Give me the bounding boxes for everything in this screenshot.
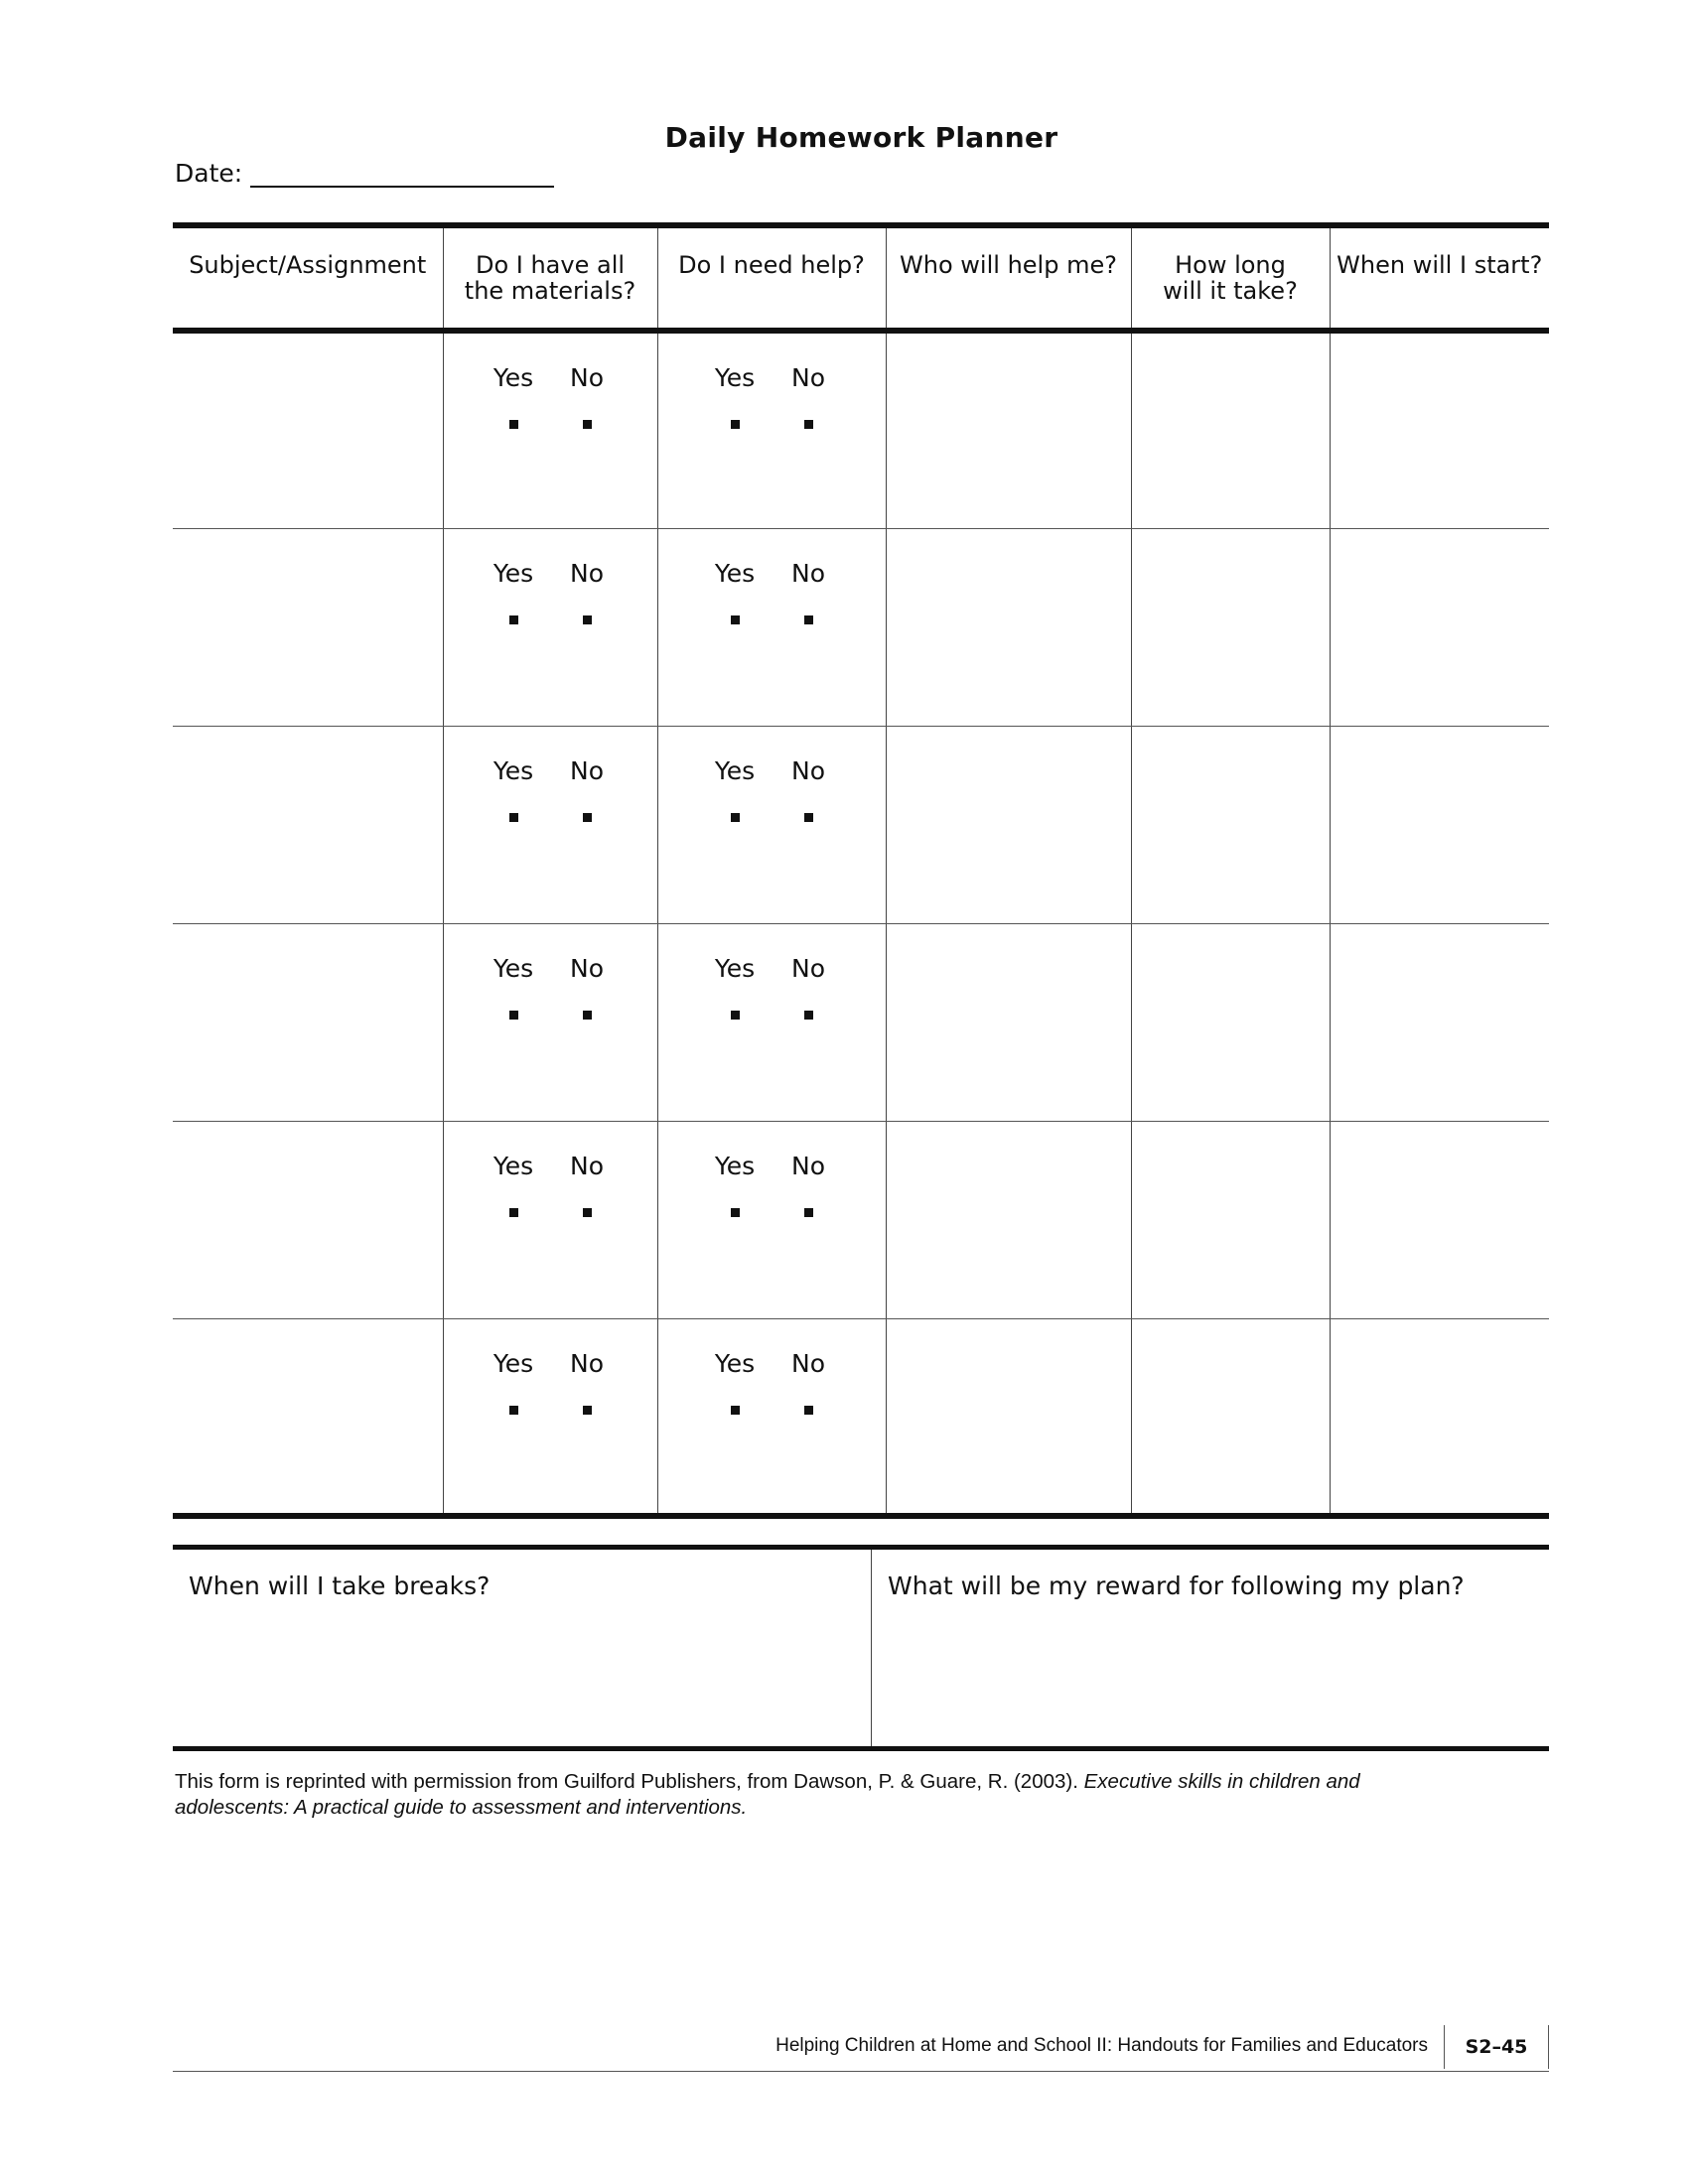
materials-cell xyxy=(443,923,657,1121)
table-row xyxy=(173,923,1549,1121)
date-label: Date: xyxy=(175,159,243,188)
no-label: No xyxy=(570,953,604,983)
yes-label: Yes xyxy=(714,1151,756,1180)
yes-no-group xyxy=(658,1319,886,1415)
page-footer xyxy=(173,2025,1549,2072)
yes-checkbox[interactable] xyxy=(731,1208,740,1217)
col-who-helps: Who will help me? xyxy=(886,225,1131,331)
no-checkbox[interactable] xyxy=(804,1011,813,1020)
no-option xyxy=(567,756,607,822)
yes-option xyxy=(715,559,755,624)
subject-cell[interactable] xyxy=(173,726,443,923)
col-need-help: Do I need help? xyxy=(657,225,886,331)
yes-label: Yes xyxy=(714,953,756,983)
no-checkbox[interactable] xyxy=(804,813,813,822)
no-label: No xyxy=(791,1151,825,1180)
yes-option xyxy=(493,363,533,429)
yes-checkbox[interactable] xyxy=(509,813,518,822)
no-label: No xyxy=(791,1348,825,1378)
no-checkbox[interactable] xyxy=(583,1406,592,1415)
planner-table xyxy=(173,222,1549,1519)
how-long-cell[interactable] xyxy=(1131,331,1330,528)
no-checkbox[interactable] xyxy=(583,1011,592,1020)
no-checkbox[interactable] xyxy=(583,615,592,624)
materials-cell xyxy=(443,1121,657,1318)
need-help-cell xyxy=(657,923,886,1121)
citation-text: This form is reprinted with permission from Guilford Publishers, from Dawson, P. & Guare, R. (2003). xyxy=(175,1770,1084,1793)
when-start-cell[interactable] xyxy=(1330,726,1549,923)
yes-label: Yes xyxy=(492,363,534,392)
page-title: Daily Homework Planner xyxy=(664,121,1058,154)
yes-checkbox[interactable] xyxy=(731,1406,740,1415)
no-label: No xyxy=(570,558,604,588)
date-field[interactable] xyxy=(250,160,554,188)
yes-checkbox[interactable] xyxy=(509,1208,518,1217)
yes-option xyxy=(715,363,755,429)
no-label: No xyxy=(570,755,604,785)
no-checkbox[interactable] xyxy=(804,420,813,429)
subject-cell[interactable] xyxy=(173,923,443,1121)
no-label: No xyxy=(570,1348,604,1378)
planner-rows xyxy=(173,331,1549,1516)
yes-option xyxy=(715,1152,755,1217)
how-long-cell[interactable] xyxy=(1131,1318,1330,1516)
yes-option xyxy=(493,954,533,1020)
need-help-cell xyxy=(657,528,886,726)
yes-no-group xyxy=(658,924,886,1020)
yes-no-group xyxy=(658,529,886,624)
table-row xyxy=(173,726,1549,923)
who-helps-cell[interactable] xyxy=(886,528,1131,726)
col-subject-assignment: Subject/Assignment xyxy=(173,225,443,331)
yes-no-group xyxy=(658,1122,886,1217)
when-start-cell[interactable] xyxy=(1330,331,1549,528)
yes-option xyxy=(493,756,533,822)
yes-no-group xyxy=(658,334,886,429)
yes-checkbox[interactable] xyxy=(731,615,740,624)
date-row xyxy=(175,159,554,188)
how-long-cell[interactable] xyxy=(1131,528,1330,726)
need-help-cell xyxy=(657,1318,886,1516)
subject-cell[interactable] xyxy=(173,528,443,726)
yes-checkbox[interactable] xyxy=(731,420,740,429)
who-helps-cell[interactable] xyxy=(886,1121,1131,1318)
yes-checkbox[interactable] xyxy=(509,1406,518,1415)
yes-label: Yes xyxy=(492,1348,534,1378)
no-option xyxy=(788,1349,828,1415)
subject-cell[interactable] xyxy=(173,1121,443,1318)
who-helps-cell[interactable] xyxy=(886,1318,1131,1516)
yes-label: Yes xyxy=(714,558,756,588)
who-helps-cell[interactable] xyxy=(886,923,1131,1121)
yes-checkbox[interactable] xyxy=(509,420,518,429)
materials-cell xyxy=(443,528,657,726)
who-helps-cell[interactable] xyxy=(886,331,1131,528)
breaks-label: When will I take breaks? xyxy=(189,1571,491,1600)
yes-checkbox[interactable] xyxy=(509,1011,518,1020)
no-label: No xyxy=(570,1151,604,1180)
no-checkbox[interactable] xyxy=(804,1208,813,1217)
no-option xyxy=(567,363,607,429)
reward-label: What will be my reward for following my plan? xyxy=(888,1571,1465,1600)
yes-label: Yes xyxy=(492,755,534,785)
subject-cell[interactable] xyxy=(173,1318,443,1516)
page-number: S2–45 xyxy=(1444,2025,1549,2069)
no-option xyxy=(567,559,607,624)
yes-label: Yes xyxy=(492,1151,534,1180)
reward-cell[interactable] xyxy=(872,1550,1549,1746)
citation xyxy=(175,1769,1466,1821)
yes-option xyxy=(715,756,755,822)
no-checkbox[interactable] xyxy=(804,615,813,624)
col-how-long: How long will it take? xyxy=(1131,225,1330,331)
footer-source: Helping Children at Home and School II: Handouts for Families and Educators xyxy=(775,2035,1428,2056)
col-materials: Do I have all the materials? xyxy=(443,225,657,331)
no-label: No xyxy=(791,953,825,983)
when-start-cell[interactable] xyxy=(1330,923,1549,1121)
how-long-cell[interactable] xyxy=(1131,923,1330,1121)
when-start-cell[interactable] xyxy=(1330,528,1549,726)
need-help-cell xyxy=(657,331,886,528)
yes-label: Yes xyxy=(492,953,534,983)
no-option xyxy=(788,756,828,822)
yes-no-group xyxy=(444,924,657,1020)
when-start-cell[interactable] xyxy=(1330,1121,1549,1318)
table-row xyxy=(173,528,1549,726)
materials-cell xyxy=(443,331,657,528)
no-label: No xyxy=(570,363,604,392)
yes-label: Yes xyxy=(714,755,756,785)
materials-cell xyxy=(443,726,657,923)
header-row xyxy=(173,225,1549,331)
how-long-cell[interactable] xyxy=(1131,726,1330,923)
no-checkbox[interactable] xyxy=(583,420,592,429)
yes-no-group xyxy=(444,727,657,822)
no-option xyxy=(788,1152,828,1217)
yes-label: Yes xyxy=(492,558,534,588)
need-help-cell xyxy=(657,726,886,923)
yes-checkbox[interactable] xyxy=(731,1011,740,1020)
no-checkbox[interactable] xyxy=(583,813,592,822)
table-row xyxy=(173,331,1549,528)
no-option xyxy=(788,559,828,624)
breaks-cell[interactable] xyxy=(173,1550,872,1746)
yes-label: Yes xyxy=(714,1348,756,1378)
col-when-start: When will I start? xyxy=(1330,225,1549,331)
no-label: No xyxy=(791,755,825,785)
no-option xyxy=(788,363,828,429)
table-row xyxy=(173,1121,1549,1318)
yes-option xyxy=(715,954,755,1020)
no-checkbox[interactable] xyxy=(583,1208,592,1217)
no-option xyxy=(788,954,828,1020)
yes-no-group xyxy=(658,727,886,822)
yes-option xyxy=(715,1349,755,1415)
yes-no-group xyxy=(444,1122,657,1217)
yes-no-group xyxy=(444,334,657,429)
no-label: No xyxy=(791,363,825,392)
who-helps-cell[interactable] xyxy=(886,726,1131,923)
no-option xyxy=(567,954,607,1020)
yes-checkbox[interactable] xyxy=(731,813,740,822)
no-option xyxy=(567,1349,607,1415)
yes-option xyxy=(493,1349,533,1415)
when-start-cell[interactable] xyxy=(1330,1318,1549,1516)
yes-option xyxy=(493,1152,533,1217)
citation-title: Executive skills in children and adolescents: A practical guide to assessment and interventions. xyxy=(175,1770,1360,1819)
breaks-reward-section xyxy=(173,1545,1549,1751)
yes-option xyxy=(493,559,533,624)
yes-label: Yes xyxy=(714,363,756,392)
yes-checkbox[interactable] xyxy=(509,615,518,624)
no-label: No xyxy=(791,558,825,588)
no-checkbox[interactable] xyxy=(804,1406,813,1415)
yes-no-group xyxy=(444,1319,657,1415)
table-row xyxy=(173,1318,1549,1516)
subject-cell[interactable] xyxy=(173,331,443,528)
yes-no-group xyxy=(444,529,657,624)
need-help-cell xyxy=(657,1121,886,1318)
how-long-cell[interactable] xyxy=(1131,1121,1330,1318)
no-option xyxy=(567,1152,607,1217)
materials-cell xyxy=(443,1318,657,1516)
